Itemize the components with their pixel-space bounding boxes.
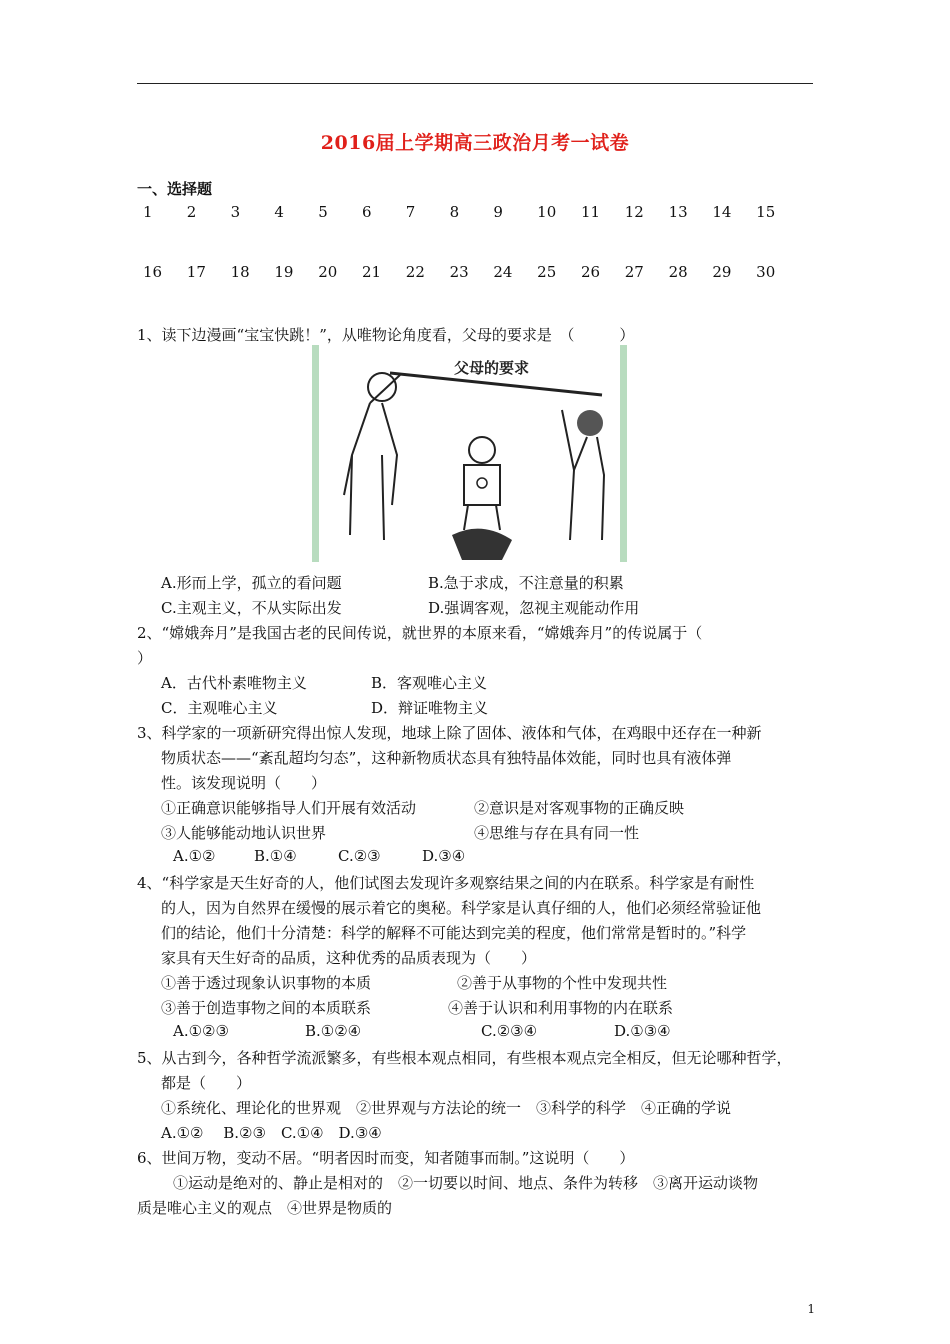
q4-option-b: B.①②④ bbox=[305, 1022, 362, 1040]
answer-number: 17 bbox=[186, 263, 206, 281]
q4-stem-4: 家具有天生好奇的品质，这种优秀的品质表现为（ ） bbox=[161, 949, 537, 967]
q4-statement-3: ③善于创造事物之间的本质联系 bbox=[161, 999, 372, 1017]
q3-statement-4: ④思维与存在具有同一性 bbox=[474, 824, 640, 842]
q1-option-d: D.强调客观，忽视主观能动作用 bbox=[428, 599, 640, 617]
answer-number: 2 bbox=[186, 203, 197, 221]
page-number: 1 bbox=[807, 1302, 815, 1316]
q2-option-a: A．古代朴素唯物主义 bbox=[161, 674, 307, 692]
answer-number: 15 bbox=[756, 203, 776, 221]
answer-number: 25 bbox=[537, 263, 557, 281]
answer-number: 5 bbox=[318, 203, 328, 221]
answer-number: 29 bbox=[712, 263, 732, 281]
answer-number: 24 bbox=[493, 263, 513, 281]
answer-number: 26 bbox=[580, 263, 601, 281]
q4-statement-4: ④善于认识和利用事物的内在联系 bbox=[448, 999, 674, 1017]
answer-number: 3 bbox=[230, 203, 241, 221]
q1-option-c: C.主观主义，不从实际出发 bbox=[161, 599, 342, 617]
answer-number: 14 bbox=[712, 203, 732, 221]
section-title: 一、选择题 bbox=[137, 180, 213, 198]
answer-number: 10 bbox=[537, 203, 557, 221]
q5-stem-1: 5、从古到今，各种哲学流派繁多，有些根本观点相同，有些根本观点完全相反，但无论哪种哲学， bbox=[137, 1049, 792, 1067]
q4-statement-2: ②善于从事物的个性中发现共性 bbox=[457, 974, 668, 992]
answer-number: 21 bbox=[361, 263, 382, 281]
answer-number: 18 bbox=[230, 263, 250, 281]
q3-option-d: D.③④ bbox=[422, 847, 466, 865]
q4-option-c: C.②③④ bbox=[481, 1022, 538, 1040]
answer-number-row-2 bbox=[137, 263, 797, 281]
answer-number: 8 bbox=[449, 203, 460, 221]
q2-option-d: D．辩证唯物主义 bbox=[371, 699, 489, 717]
q2-option-c: C．主观唯心主义 bbox=[161, 699, 278, 717]
answer-number: 1 bbox=[143, 203, 153, 221]
answer-number: 9 bbox=[493, 203, 503, 221]
q2-stem-1: 2、“嫦娥奔月”是我国古老的民间传说，就世界的本原来看，“嫦娥奔月”的传说属于（ bbox=[137, 624, 703, 642]
answer-number: 23 bbox=[449, 263, 469, 281]
answer-number: 13 bbox=[668, 203, 688, 221]
answer-number: 19 bbox=[274, 263, 294, 281]
q4-stem-2: 的人，因为自然界在缓慢的展示着它的奥秘。科学家是认真仔细的人，他们必须经常验证他 bbox=[161, 899, 762, 917]
q5-options: A.①② B.②③ C.①④ D.③④ bbox=[161, 1124, 382, 1142]
answer-number: 27 bbox=[624, 263, 644, 281]
q3-option-b: B.①④ bbox=[254, 847, 297, 865]
q6-statements-1: ①运动是绝对的、静止是相对的 ②一切要以时间、地点、条件为转移 ③离开运动谈物 bbox=[173, 1174, 759, 1192]
cartoon-caption: 父母的要求 bbox=[454, 359, 530, 377]
q3-stem-3: 性。该发现说明（ ） bbox=[161, 774, 327, 792]
answer-number: 7 bbox=[405, 203, 416, 221]
q4-statement-1: ①善于透过现象认识事物的本质 bbox=[161, 974, 372, 992]
q6-statements-2: 质是唯心主义的观点 ④世界是物质的 bbox=[137, 1199, 393, 1217]
q1-option-b: B.急于求成，不注意量的积累 bbox=[428, 574, 624, 592]
q3-statement-1: ①正确意识能够指导人们开展有效活动 bbox=[161, 799, 417, 817]
answer-number-row-1 bbox=[137, 203, 797, 221]
q3-statement-3: ③人能够能动地认识世界 bbox=[161, 824, 327, 842]
q3-stem-2: 物质状态——“紊乱超均匀态”，这种新物质状态具有独特晶体效能，同时也具有液体弹 bbox=[161, 749, 732, 767]
q1-option-a: A.形而上学，孤立的看问题 bbox=[161, 574, 342, 592]
q4-option-d: D.①③④ bbox=[614, 1022, 671, 1040]
q4-stem-1: 4、“科学家是天生好奇的人，他们试图去发现许多观察结果之间的内在联系。科学家是有耐性 bbox=[137, 874, 755, 892]
q2-option-b: B．客观唯心主义 bbox=[371, 674, 488, 692]
page-title: 2016届上学期高三政治月考一试卷 bbox=[320, 132, 630, 154]
answer-number: 11 bbox=[580, 203, 601, 221]
answer-number: 4 bbox=[274, 203, 284, 221]
q6-stem: 6、世间万物，变动不居。“明者因时而变，知者随事而制。”这说明（ ） bbox=[137, 1149, 635, 1167]
cartoon-image bbox=[312, 345, 627, 562]
answer-number: 16 bbox=[143, 263, 163, 281]
answer-number: 20 bbox=[318, 263, 338, 281]
q5-stem-2: 都是（ ） bbox=[161, 1074, 252, 1092]
answer-number: 12 bbox=[624, 203, 644, 221]
answer-number: 30 bbox=[756, 263, 776, 281]
answer-number: 28 bbox=[668, 263, 688, 281]
q1-stem: 1、读下边漫画“宝宝快跳！”，从唯物论角度看，父母的要求是 （ ） bbox=[137, 326, 635, 344]
answer-number: 6 bbox=[361, 203, 372, 221]
q3-stem-1: 3、科学家的一项新研究得出惊人发现，地球上除了固体、液体和气体，在鸡眼中还存在一种新 bbox=[137, 724, 762, 742]
q4-stem-3: 们的结论，他们十分清楚：科学的解释不可能达到完美的程度，他们常常是暂时的。”科学 bbox=[161, 924, 747, 942]
q3-statement-2: ②意识是对客观事物的正确反映 bbox=[474, 799, 685, 817]
q4-option-a: A.①②③ bbox=[173, 1022, 229, 1040]
q5-statements: ①系统化、理论化的世界观 ②世界观与方法论的统一 ③科学的科学 ④正确的学说 bbox=[161, 1099, 732, 1117]
q2-stem-2: ） bbox=[137, 649, 153, 667]
q3-option-c: C.②③ bbox=[338, 847, 381, 865]
answer-number: 22 bbox=[405, 263, 425, 281]
header-rule bbox=[137, 83, 813, 84]
q3-option-a: A.①② bbox=[173, 847, 216, 865]
